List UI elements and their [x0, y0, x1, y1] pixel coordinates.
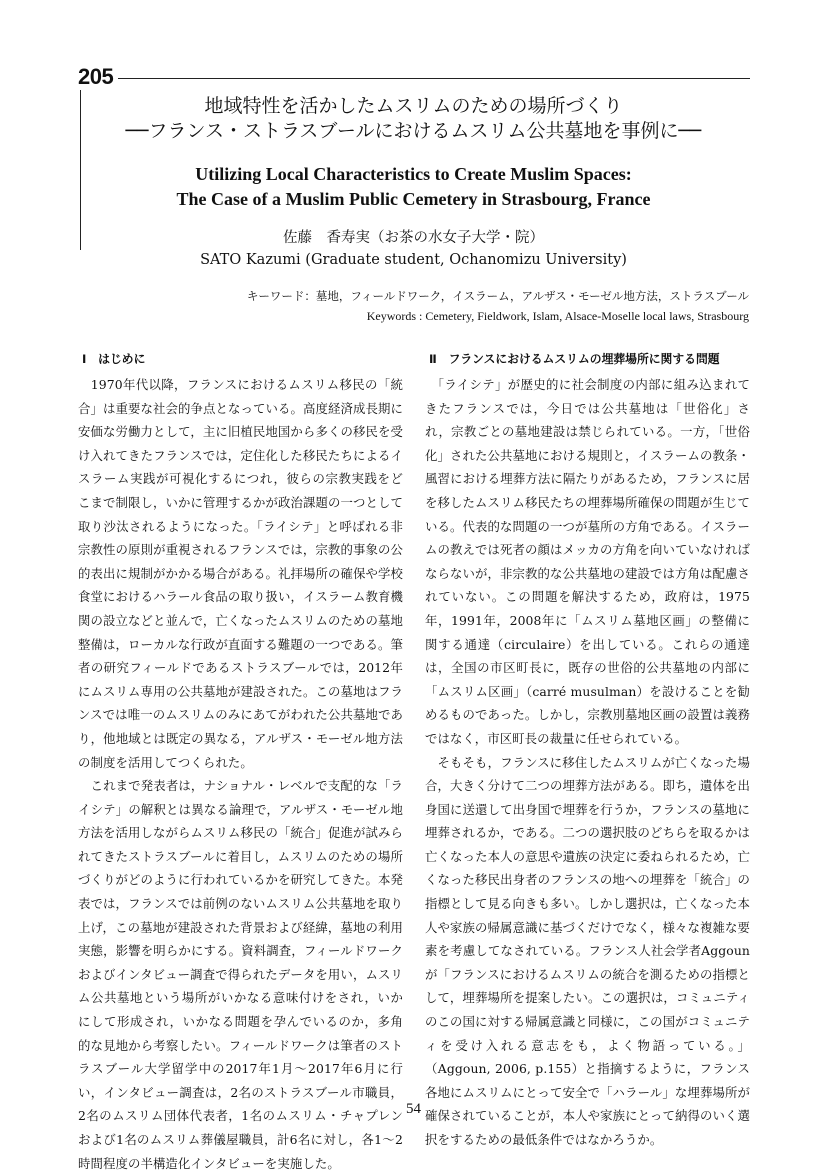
section1-paragraph-1: 1970年代以降，フランスにおけるムスリム移民の「統合」は重要な社会的争点となっている。高度経済成長期に安価な労働力として，主に旧植民地国から多くの移民を受け入れてきたフランスでは，定住化した移民たちによるイスラーム実践が可視化するにつれ，彼らの宗教実践をどこまで制限し，いかに管理するかが政治課題の一つとして取り沙汰されるようになった。「ライシテ」と呼ばれる非宗教性の原則が重視されるフランスでは，宗教的事象の公的表出に規制がかかる場合がある。礼拝場所の確保や学校食堂におけるハラール食品の取り扱い，イスラーム教育機関の設立などと並んで，亡くなったムスリムのための墓地整備は，ローカルな行政が直面する難題の一つである。筆者の研究フィールドであるストラスブールでは，2012年にムスリム専用の公共墓地が建設された。この墓地はフランスでは唯一のムスリムのみにあてがわれた公共墓地であり，他地域とは既定の異なる，アルザス・モーゼル地方法の制度を活用してつくられた。 — [78, 377, 403, 770]
section2-paragraph-2: そもそも，フランスに移住したムスリムが亡くなった場合，大きく分けて二つの埋葬方法がある。即ち，遺体を出身国に送還して出身国で埋葬を行うか，フランスの墓地に埋葬されるか，である。二つの選択肢のどちらを取るかは亡くなった本人の意思や遺族の決定に委ねられるため，亡くなった移民出身者のフランスの地への埋葬を「統合」の指標として見る向きも多い。しかし選択は，亡くなった本人や家族の帰属意識に基づくだけでなく，様々な複雑な要素を考慮してなされている。フランス人社会学者Aggounが「フランスにおけるムスリムの統合を測るための指標として，埋葬場所を提案したい。この選択は，コミュニティのこの国に対する帰属意識と同様に，この国がコミュニティを受け入れる意志をも，よく物語っている。」（Aggoun, 2006, p.155）と指摘するように，フランス各地にムスリムにとって安全で「ハラール」な埋葬場所が確保されていることが，本人や家族にとって納得のいく選択をするための最低条件ではなかろうか。 — [425, 754, 750, 1147]
title-ja-line2: ──フランス・ストラスブールにおけるムスリム公共墓地を事例に── — [125, 120, 702, 142]
keywords-en: Keywords : Cemetery, Fieldwork, Islam, Alsace-Moselle local laws, Strasbourg — [366, 309, 749, 323]
right-column — [425, 351, 750, 1152]
author-ja: 佐藤 香寿実（お茶の水女子大学・院） — [283, 230, 544, 246]
paper-number: 205 — [78, 64, 114, 89]
section2-paragraph-1: 「ライシテ」が歴史的に社会制度の内部に組み込まれてきたフランスでは，今日では公共墓地は「世俗化」され，宗教ごとの墓地建設は禁じられている。一方，「世俗化」された公共墓地における規則と，イスラームの教条・風習における埋葬方法に隔たりがあるため，フランスに居を移したムスリム移民たちの埋葬場所確保の問題が生じている。代表的な問題の一つが墓所の方角である。イスラームの教えでは死者の顔はメッカの方角を向いていなければならないが，非宗教的な公共墓地の建設では方角は配慮されていない。この問題を解決するため，政府は，1975年，1991年，2008年に「ムスリム墓地区画」の整備に関する通達（circulaire）を出している。これらの通達は，全国の市区町長に，既存の世俗的公共墓地の内部に「ムスリム区画」（carré musulman）を設けることを勧めるものであった。しかし，宗教別墓地区画の設置は義務ではなく，市区町長の裁量に任せられている。 — [425, 377, 750, 746]
author-en: SATO Kazumi (Graduate student, Ochanomizu University) — [200, 252, 627, 268]
left-column — [78, 351, 403, 1175]
section1-heading: Ⅰ はじめに — [82, 352, 146, 366]
title-side-rule — [80, 90, 81, 250]
title-ja-line1: 地域特性を活かしたムスリムのための場所づくり — [204, 95, 623, 117]
section1-paragraph-2: これまで発表者は，ナショナル・レベルで支配的な「ライシテ」の解釈とは異なる論理で，アルザス・モーゼル地方法を活用しながらムスリム移民の「統合」促進が試みられてきたストラスブールに着目し，ムスリムのための場所づくりがどのように行われているかを研究してきた。本発表では，フランスでは前例のないムスリム公共墓地を取り上げ，この墓地が建設された背景および経緯，墓地の利用実態，影響を明らかにする。資料調査，フィールドワークおよびインタビュー調査で得られたデータを用い，ムスリム公共墓地という場所がいかなる意味付けをされ，いかにして形成され，いかなる問題を孕んでいるのか，多角的な見地から考察したい。フィールドワークは筆者のストラスブール大学留学中の2017年1月～2017年6月に行い，インタビュー調査は，2名のストラスブール市職員，2名のムスリム団体代表者，1名のムスリム・チャプレンおよび1名のムスリム葬儀屋職員，計6名に対し，各1～2時間程度の半構造化インタビューを実施した。 — [78, 778, 403, 1171]
title-en-line2: The Case of a Muslim Public Cemetery in Strasbourg, France — [176, 189, 651, 209]
page-number: 54 — [406, 1101, 421, 1117]
section2-heading: Ⅱ フランスにおけるムスリムの埋葬場所に関する問題 — [429, 352, 720, 366]
keywords-ja: キーワード：墓地，フィールドワーク，イスラーム，アルザス・モーゼル地方法，ストラスブール — [246, 289, 749, 303]
header-rule — [118, 78, 750, 79]
title-en-line1: Utilizing Local Characteristics to Create Muslim Spaces: — [195, 164, 632, 184]
